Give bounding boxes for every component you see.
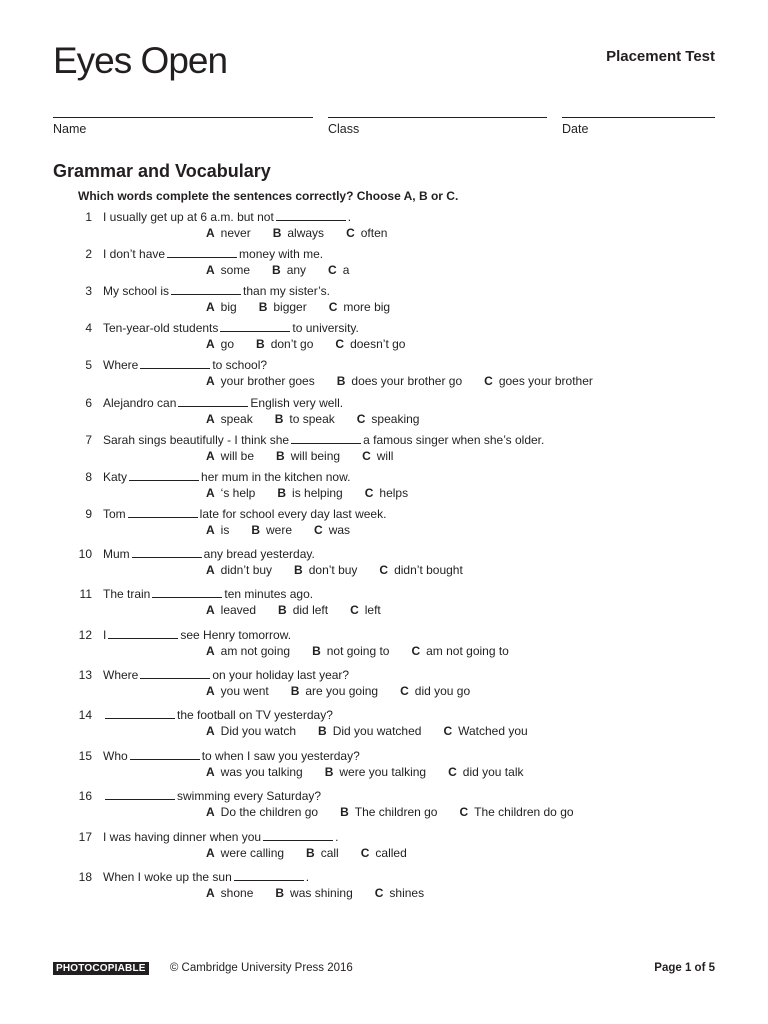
stem-after: her mum in the kitchen now. [201,470,351,484]
option-b[interactable] [340,805,437,819]
option-a[interactable] [206,846,284,860]
option-letter: A [206,644,215,658]
question-stem [103,870,425,900]
option-letter: C [346,226,355,240]
stem-after: . [347,210,352,224]
answer-blank[interactable] [105,789,175,800]
option-b[interactable] [306,846,339,860]
option-b[interactable] [277,486,342,500]
option-text: to speak [289,412,335,426]
stem-before: I [103,628,107,642]
option-letter: A [206,886,215,900]
option-text: go [220,337,235,351]
option-text: helps [379,486,409,500]
answer-options [206,374,615,388]
option-letter: B [312,644,321,658]
option-letter: C [328,263,337,277]
option-letter: C [379,563,389,577]
stem-after: to school? [212,358,268,372]
option-a[interactable] [206,684,269,698]
question-number: 10 [78,547,92,561]
question-number: 7 [85,433,92,447]
stem-after: on your holiday last year? [212,668,350,682]
option-letter: B [275,886,285,900]
answer-blank[interactable] [105,708,175,719]
option-b[interactable] [275,886,352,900]
option-text: don’t go [270,337,314,351]
question-number: 14 [78,708,92,722]
stem-before: Ten-year-old students [103,321,219,335]
option-letter: A [206,523,215,537]
answer-blank[interactable] [291,433,361,444]
option-letter: A [206,846,215,860]
option-letter: B [276,449,285,463]
option-a[interactable] [206,300,237,314]
stem-before: Who [103,749,128,763]
option-text: is helping [292,486,343,500]
question-stem [103,749,524,779]
option-letter: B [294,563,303,577]
option-c[interactable] [448,765,523,779]
question-number: 17 [78,830,92,844]
answer-options [206,603,403,617]
option-b[interactable] [273,226,324,240]
question-number: 11 [79,587,92,601]
stem-after: late for school every day last week. [199,507,387,521]
option-c[interactable] [379,563,462,577]
option-c[interactable] [335,337,405,351]
option-text: Did you watched [332,724,422,738]
option-text: speaking [371,412,420,426]
stem-before: Where [103,358,139,372]
option-letter: A [206,765,215,779]
option-a[interactable] [206,724,296,738]
stem-after: than my sister’s. [243,284,330,298]
option-a[interactable] [206,603,256,617]
question-stem [103,396,420,426]
question-number: 12 [78,628,92,642]
name-label: Name [53,122,87,136]
option-c[interactable] [411,644,508,658]
question-stem [103,789,574,819]
option-b[interactable] [272,263,306,277]
question-stem [103,668,471,698]
option-letter: B [324,765,334,779]
option-text: left [364,603,381,617]
answer-blank[interactable] [132,547,202,558]
question-number: 1 [85,210,92,224]
option-c[interactable] [314,523,350,537]
option-text: did you talk [462,765,524,779]
answer-blank[interactable] [167,247,237,258]
option-letter: B [318,724,327,738]
option-letter: C [448,765,457,779]
question-number: 3 [85,284,92,298]
answer-blank[interactable] [108,628,178,639]
answer-options [206,563,485,577]
option-letter: B [251,523,261,537]
option-text: was you talking [220,765,303,779]
option-text: The children go [354,805,438,819]
option-text: some [220,263,251,277]
option-text: am not going [220,644,291,658]
option-letter: C [443,724,453,738]
stem-after: swimming every Saturday? [177,789,322,803]
question-number: 2 [85,247,92,261]
option-b[interactable] [256,337,313,351]
question-number: 9 [85,507,92,521]
instruction: Which words complete the sentences correctly? Choose A, B or C. [78,189,459,203]
question-number: 13 [78,668,92,682]
answer-options [206,724,550,738]
option-text: big [220,300,237,314]
option-c[interactable] [362,449,393,463]
question-stem [103,433,545,463]
answer-blank[interactable] [128,507,198,518]
option-letter: B [272,226,282,240]
question-stem [103,247,350,277]
option-a[interactable] [206,563,272,577]
option-a[interactable] [206,226,251,240]
answer-options [206,412,441,426]
test-title: Placement Test [606,48,715,65]
option-letter: B [277,486,287,500]
option-a[interactable] [206,886,253,900]
option-a[interactable] [206,765,303,779]
option-text: was [328,523,351,537]
stem-before: I don’t have [103,247,166,261]
stem-after: . [335,830,339,844]
option-text: ‘s help [220,486,256,500]
option-a[interactable] [206,374,315,388]
option-letter: A [206,412,215,426]
answer-options [206,300,412,314]
option-b[interactable] [251,523,292,537]
option-text: didn’t buy [220,563,273,577]
option-text: shone [220,886,254,900]
option-text: always [287,226,325,240]
question-stem [103,628,509,658]
answer-options [206,684,492,698]
copyright: © Cambridge University Press 2016 [169,962,353,974]
option-text: were you talking [339,765,427,779]
option-letter: C [374,886,384,900]
stem-after: any bread yesterday. [203,547,315,561]
option-letter: B [336,374,346,388]
stem-after: money with me. [239,247,324,261]
option-a[interactable] [206,449,254,463]
option-letter: C [314,523,323,537]
answer-options [206,486,430,500]
option-c[interactable] [443,724,527,738]
question-number: 8 [85,470,92,484]
option-a[interactable] [206,805,318,819]
option-letter: B [290,684,300,698]
answer-options [206,523,372,537]
option-letter: A [206,563,215,577]
option-letter: B [258,300,268,314]
option-c[interactable] [346,226,387,240]
option-letter: A [206,805,215,819]
option-letter: A [206,300,215,314]
option-letter: C [459,805,469,819]
option-letter: B [306,846,315,860]
answer-blank[interactable] [178,396,248,407]
option-text: more big [343,300,391,314]
option-text: leaved [220,603,257,617]
option-letter: A [206,603,215,617]
option-letter: C [335,337,345,351]
option-letter: C [356,412,366,426]
option-text: does your brother go [351,374,463,388]
option-letter: B [278,603,287,617]
option-a[interactable] [206,523,229,537]
option-text: am not going to [426,644,509,658]
option-b[interactable] [294,563,357,577]
question-number: 16 [78,789,92,803]
option-c[interactable] [350,603,381,617]
option-letter: A [206,684,215,698]
option-text: not going to [326,644,390,658]
question-stem [103,321,406,351]
option-c[interactable] [459,805,573,819]
option-text: is [220,523,230,537]
question-stem [103,210,388,240]
option-text: called [375,846,407,860]
option-text: didn’t bought [394,563,463,577]
option-letter: C [328,300,338,314]
question-stem [103,507,387,537]
page-number: Page 1 of 5 [654,962,715,974]
answer-options [206,846,429,860]
option-letter: B [256,337,265,351]
stem-before: The train [103,587,151,601]
stem-after: ten minutes ago. [224,587,314,601]
answer-options [206,226,409,240]
option-b[interactable] [259,300,307,314]
stem-after: see Henry tomorrow. [180,628,292,642]
answer-options [206,337,427,351]
option-letter: B [272,263,281,277]
option-b[interactable] [318,724,421,738]
answer-options [206,263,371,277]
option-text: speak [220,412,253,426]
option-a[interactable] [206,486,255,500]
option-text: The children do go [474,805,574,819]
stem-before: Katy [103,470,128,484]
stem-after: English very well. [250,396,344,410]
answer-options [206,765,545,779]
option-text: any [286,263,307,277]
option-b[interactable] [325,765,426,779]
answer-options [206,805,596,819]
option-a[interactable] [206,644,290,658]
stem-after: to when I saw you yesterday? [201,749,360,763]
question-stem [103,284,391,314]
option-text: Did you watch [220,724,297,738]
question-number: 18 [78,870,92,884]
option-text: a [342,263,350,277]
answer-blank[interactable] [171,284,241,295]
option-b[interactable] [275,412,335,426]
option-text: was shining [290,886,353,900]
stem-before: Sarah sings beautifully - I think she [103,433,290,447]
option-text: call [320,846,339,860]
footer [53,962,715,975]
stem-before: I was having dinner when you [103,830,262,844]
stem-after: a famous singer when she’s older. [363,433,545,447]
option-b[interactable] [278,603,328,617]
option-text: often [360,226,388,240]
option-text: don’t buy [308,563,358,577]
option-a[interactable] [206,337,234,351]
answer-blank[interactable] [276,210,346,221]
option-c[interactable] [361,846,407,860]
stem-before: I usually get up at 6 a.m. but not [103,210,274,224]
option-c[interactable] [484,374,593,388]
option-c[interactable] [375,886,424,900]
question-stem [103,470,409,500]
question-number: 6 [85,396,92,410]
option-letter: A [206,263,215,277]
option-text: you went [220,684,269,698]
option-c[interactable] [328,263,349,277]
option-letter: A [206,449,215,463]
answer-blank[interactable] [140,668,210,679]
option-text: Do the children go [220,805,319,819]
option-text: bigger [273,300,307,314]
class-label: Class [328,122,360,136]
question-stem [103,830,407,860]
option-text: were [266,523,293,537]
option-a[interactable] [206,263,250,277]
stem-before: Where [103,668,139,682]
stem-before: Mum [103,547,130,561]
question-stem [103,358,593,388]
option-text: never [220,226,251,240]
option-letter: C [360,846,370,860]
stem-before: Alejandro can [103,396,177,410]
option-text: are you going [305,684,379,698]
question-stem [103,708,528,738]
option-letter: A [206,226,215,240]
option-letter: A [206,337,215,351]
option-letter: C [350,603,359,617]
question-number: 15 [78,749,92,763]
option-b[interactable] [312,644,389,658]
option-text: were calling [220,846,285,860]
option-c[interactable] [329,300,390,314]
option-letter: C [411,644,421,658]
option-c[interactable] [357,412,420,426]
option-text: will being [290,449,341,463]
option-letter: A [206,486,215,500]
option-text: doesn’t go [350,337,406,351]
option-text: shines [389,886,425,900]
option-letter: C [400,684,409,698]
question-number: 4 [85,321,92,335]
option-letter: C [364,486,374,500]
answer-blank[interactable] [263,830,333,841]
option-text: Watched you [458,724,528,738]
option-c[interactable] [400,684,470,698]
answer-blank[interactable] [152,587,222,598]
option-letter: B [340,805,349,819]
option-letter: A [206,724,215,738]
option-b[interactable] [337,374,462,388]
answer-options [206,644,531,658]
option-text: did you go [414,684,471,698]
option-letter: B [274,412,284,426]
option-text: will [376,449,394,463]
answer-blank[interactable] [220,321,290,332]
stem-after: the football on TV yesterday? [177,708,333,722]
option-letter: C [362,449,371,463]
option-text: will be [220,449,255,463]
question-stem [103,547,463,577]
stem-after: to university. [292,321,359,335]
question-stem [103,587,381,617]
question-number: 5 [85,358,92,372]
option-letter: C [484,374,493,388]
option-letter: A [206,374,215,388]
option-b[interactable] [291,684,378,698]
option-text: did left [292,603,329,617]
stem-before: When I woke up the sun [103,870,232,884]
answer-options [206,449,415,463]
option-c[interactable] [365,486,408,500]
option-a[interactable] [206,412,253,426]
answer-blank[interactable] [130,749,200,760]
section-title: Grammar and Vocabulary [53,161,271,181]
answer-blank[interactable] [129,470,199,481]
date-label: Date [562,122,589,136]
option-b[interactable] [276,449,340,463]
option-text: goes your brother [498,374,593,388]
answer-blank[interactable] [234,870,304,881]
answer-blank[interactable] [140,358,210,369]
answer-options [206,886,446,900]
photocopiable-badge: PHOTOCOPIABLE [53,962,149,975]
stem-before: My school is [103,284,170,298]
stem-after: . [305,870,310,884]
logo: Eyes Open [53,40,228,81]
stem-before: Tom [103,507,126,521]
option-text: your brother goes [220,374,315,388]
